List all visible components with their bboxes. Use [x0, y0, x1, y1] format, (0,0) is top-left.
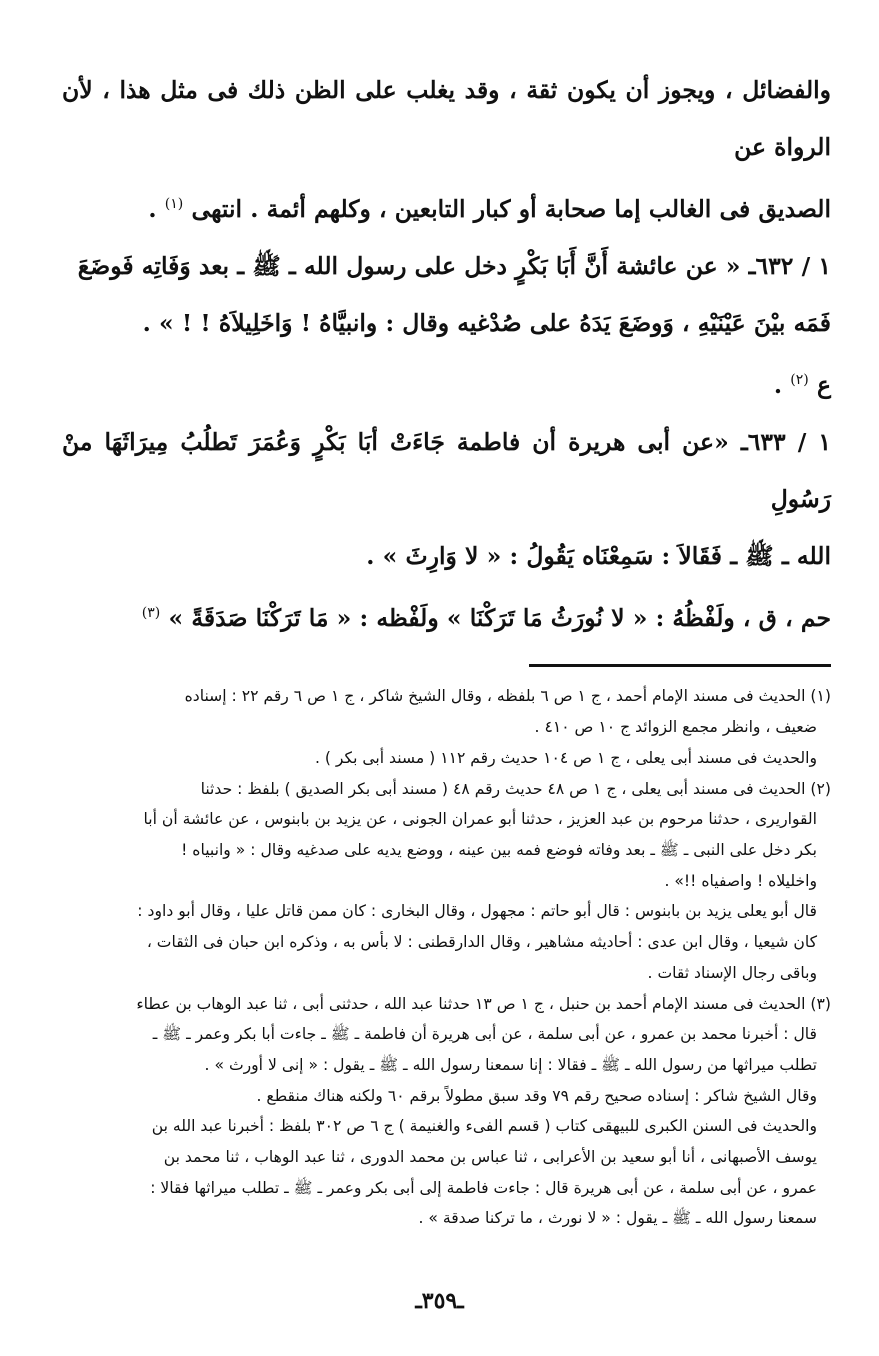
footnote-line: قال : أخبرنا محمد بن عمرو ، عن أبى سلمة ، عن أبى هريرة أن فاطمة ـ ﷺ ـ جاءت أبا بكر وعمر ـ ﷺ ـ	[152, 1025, 817, 1044]
footnote-line: قال أبو يعلى يزيد بن بابنوس : قال أبو حاتم : مجهول ، وقال البخارى : كان ممن قاتل عليا ، وقال أبو داود :	[137, 902, 817, 921]
footnote-line: بكر دخل على النبى ـ ﷺ ـ بعد وفاته فوضع فمه بين عينه ، ووضع يديه على صدغيه وقال : « وانبياه !	[181, 841, 817, 859]
hadith-632: ١ / ٦٣٢ـ « عن عائشة أَنَّ أَبَا بَكْرٍ دخل على رسول الله ـ ﷺ ـ بعد وَفَاتِه فَوضَعَ	[77, 251, 831, 280]
footnote-line: سمعنا رسول الله ـ ﷺ ـ يقول : « لا نورث ، ما تركنا صدقة » .	[418, 1209, 817, 1228]
main-line: فَمَه بيْنَ عَيْنَيْهِ ، وَوضَعَ يَدَهُ على صُدْغيه وقال : وانبيَّاهُ ! وَاخَلِيلاَهُ ! ! » .	[142, 308, 831, 337]
footnote-ref: (٢)	[790, 371, 809, 388]
footnote-ref: (٣)	[141, 604, 161, 621]
main-line: والفضائل ، ويجوز أن يكون ثقة ، وقد يغلب على الظن ذلك فى مثل هذا ، لأن الرواة عن	[62, 76, 831, 161]
footnote-divider	[529, 664, 831, 667]
main-text	[62, 62, 831, 646]
footnotes	[62, 681, 831, 1234]
footnote-line: كان شيعيا ، وقال ابن عدى : أحاديثه مشاهير ، وقال الدارقطنى : لا بأس به ، وذكره ابن حبان فى الثقات ،	[146, 933, 817, 952]
footnote-line: وباقى رجال الإسناد ثقات .	[647, 963, 817, 982]
footnote-line: والحديث فى السنن الكبرى للبيهقى كتاب ( قسم الفىء والغنيمة ) ج ٦ ص ٣٠٢ بلفظ : أخبرنا عبد الله بن	[151, 1117, 817, 1136]
main-line: حم ، ق ، ولَفْظُهُ : « لا نُورَثُ مَا تَرَكْنَا » ولَفْظه : « مَا تَرَكْنَا صَدَقَةً » $^{(٣)}$	[141, 603, 831, 632]
footnote-line: (٣) الحديث فى مسند الإمام أحمد بن حنبل ، ج ١ ص ١٣ حدثنا عبد الله ، حدثنى أبى ، ثنا عبد الوهاب بن عطاء	[136, 994, 831, 1013]
footnote-line: عمرو ، عن أبى سلمة ، عن أبى هريرة قال : جاءت فاطمة إلى أبى بكر وعمر ـ ﷺ ـ تطلب ميراثها فقالا :	[150, 1178, 817, 1197]
hadith-633: ١ / ٦٣٣ـ «عن أبى هريرة أن فاطمة جَاءَتْ أبَا بَكْرٍ وَعُمَرَ تَطلُبُ مِيرَاثَهَا منْ رَسُولِ	[62, 427, 831, 513]
source-abbrev: ع $^{(٢)}$ .	[773, 370, 831, 399]
footnote-line: ضعيف ، وانظر مجمع الزوائد ج ١٠ ص ٤١٠ .	[534, 718, 817, 737]
footnote-line: القواريرى ، حدثنا مرحوم بن عبد العزيز ، حدثنا أبو عمران الجونى ، عن يزيد بن بابنوس ، عن عائشة أن أبا	[143, 810, 817, 829]
footnote-ref: (١)	[164, 196, 184, 212]
footnote-line: (١) الحديث فى مسند الإمام أحمد ، ج ١ ص ٦ بلفظه ، وقال الشيخ شاكر ، ج ١ ص ٦ رقم ٢٢ : إسناده	[184, 687, 831, 706]
footnote-line: تطلب ميراثها من رسول الله ـ ﷺ ـ فقالا : إنا سمعنا رسول الله ـ ﷺ ـ يقول : « إنى لا أورث » .	[204, 1055, 817, 1074]
main-line: الصديق فى الغالب إما صحابة أو كبار التابعين ، وكلهم أئمة . انتهى $^{(١)}$ .	[148, 194, 831, 223]
footnote-line: واخليلاه ! واصفياه !!» .	[664, 871, 817, 890]
footnote-line: وقال الشيخ شاكر : إسناده صحيح رقم ٧٩ وقد سبق مطولاً برقم ٦٠ ولكنه هناك منقطع .	[256, 1086, 817, 1105]
footnote-line: يوسف الأصبهانى ، أنا أبو سعيد بن الأعرابى ، ثنا عباس بن محمد الدورى ، ثنا عبد الوهاب ، ثنا محمد بن	[163, 1148, 817, 1167]
footnote-line: (٢) الحديث فى مسند أبى يعلى ، ج ١ ص ٤٨ حديث رقم ٤٨ ( مسند أبى بكر الصديق ) بلفظ : حدثنا	[200, 779, 831, 798]
main-line: الله ـ ﷺ ـ فَقَالاَ : سَمِعْنَاه يَقُولُ : « لا وَارِثَ » .	[366, 541, 831, 570]
page-number: ـ٣٥٩ـ	[415, 1288, 464, 1314]
footnote-line: والحديث فى مسند أبى يعلى ، ج ١ ص ١٠٤ حديث رقم ١١٢ ( مسند أبى بكر ) .	[314, 748, 817, 767]
